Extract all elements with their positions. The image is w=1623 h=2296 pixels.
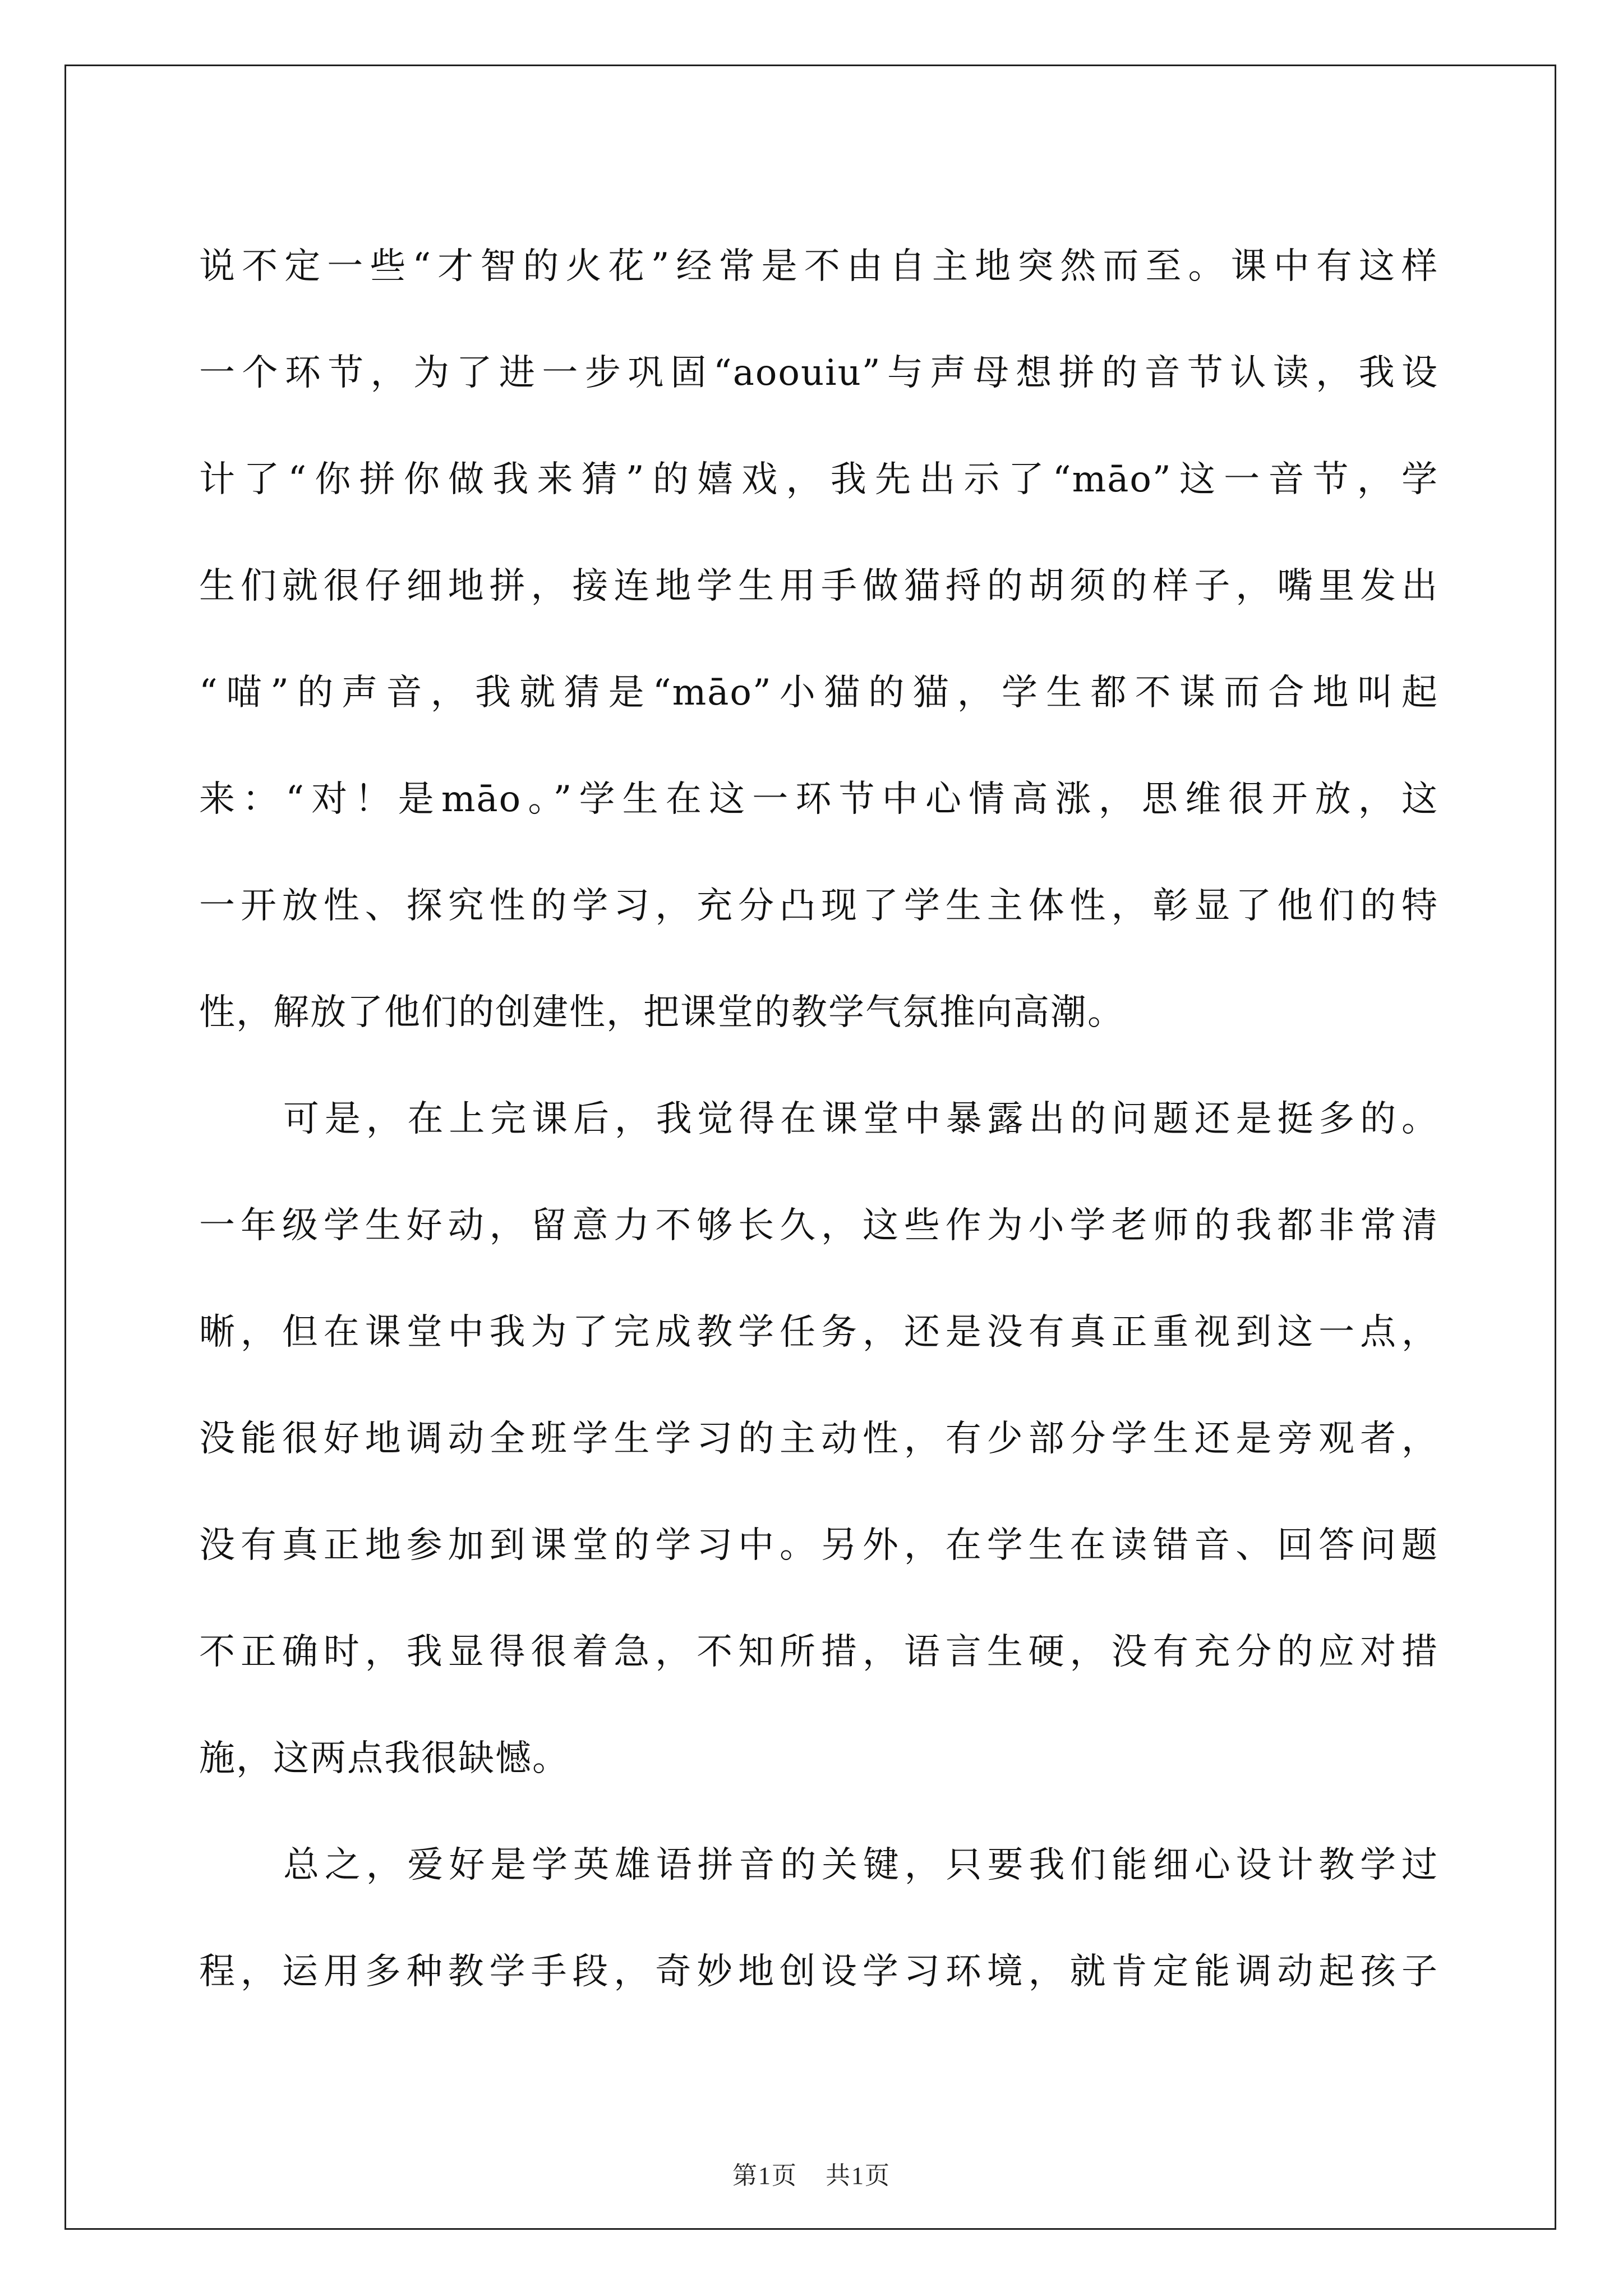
page-total: 共1页: [826, 2162, 891, 2189]
page-number: 第1页: [732, 2162, 797, 2189]
text-line: 一个环节，为了进一步巩固“aoouiu”与声母想拼的音节认读，我设: [199, 352, 1438, 394]
paragraph-2: [199, 1066, 1438, 1812]
text-line: 计了“你拼你做我来猜”的嬉戏，我先出示了“māo”这一音节，学: [199, 459, 1438, 500]
text-line: 晰，但在课堂中我为了完成教学任务，还是没有真正重视到这一点，: [199, 1312, 1438, 1353]
text-line: 一年级学生好动，留意力不够长久，这些作为小学老师的我都非常清: [199, 1205, 1438, 1246]
text-line: 生们就很仔细地拼，接连地学生用手做猫捋的胡须的样子，嘴里发出: [199, 565, 1438, 607]
text-line: 来：“对！是māo。”学生在这一环节中心情高涨，思维很开放，这: [199, 779, 1438, 820]
text-line: 没有真正地参加到课堂的学习中。另外，在学生在读错音、回答问题: [199, 1525, 1438, 1566]
text-line: 可是，在上完课后，我觉得在课堂中暴露出的问题还是挺多的。: [283, 1098, 1438, 1140]
text-line: 不正确时，我显得很着急，不知所措，语言生硬，没有充分的应对措: [199, 1631, 1438, 1673]
paragraph-1: [199, 213, 1438, 1066]
text-line: “喵”的声音，我就猜是“māo”小猫的猫，学生都不谋而合地叫起: [199, 672, 1438, 714]
page-footer: [0, 2155, 1623, 2191]
text-line: 没能很好地调动全班学生学习的主动性，有少部分学生还是旁观者，: [199, 1418, 1438, 1460]
text-line: 一开放性、探究性的学习，充分凸现了学生主体性，彰显了他们的特: [199, 885, 1438, 927]
paragraph-3: [199, 1812, 1438, 2025]
text-line: 性，解放了他们的创建性，把课堂的教学气氛推向高潮。: [199, 992, 1124, 1033]
document-body: [199, 213, 1438, 2025]
text-line: 施，这两点我很缺憾。: [199, 1738, 569, 1779]
text-line: 总之，爱好是学英雄语拼音的关键，只要我们能细心设计教学过: [283, 1844, 1438, 1886]
text-line: 说不定一些“才智的火花”经常是不由自主地突然而至。课中有这样: [199, 246, 1438, 287]
text-line: 程，运用多种教学手段，奇妙地创设学习环境，就肯定能调动起孩子: [199, 1951, 1438, 1993]
